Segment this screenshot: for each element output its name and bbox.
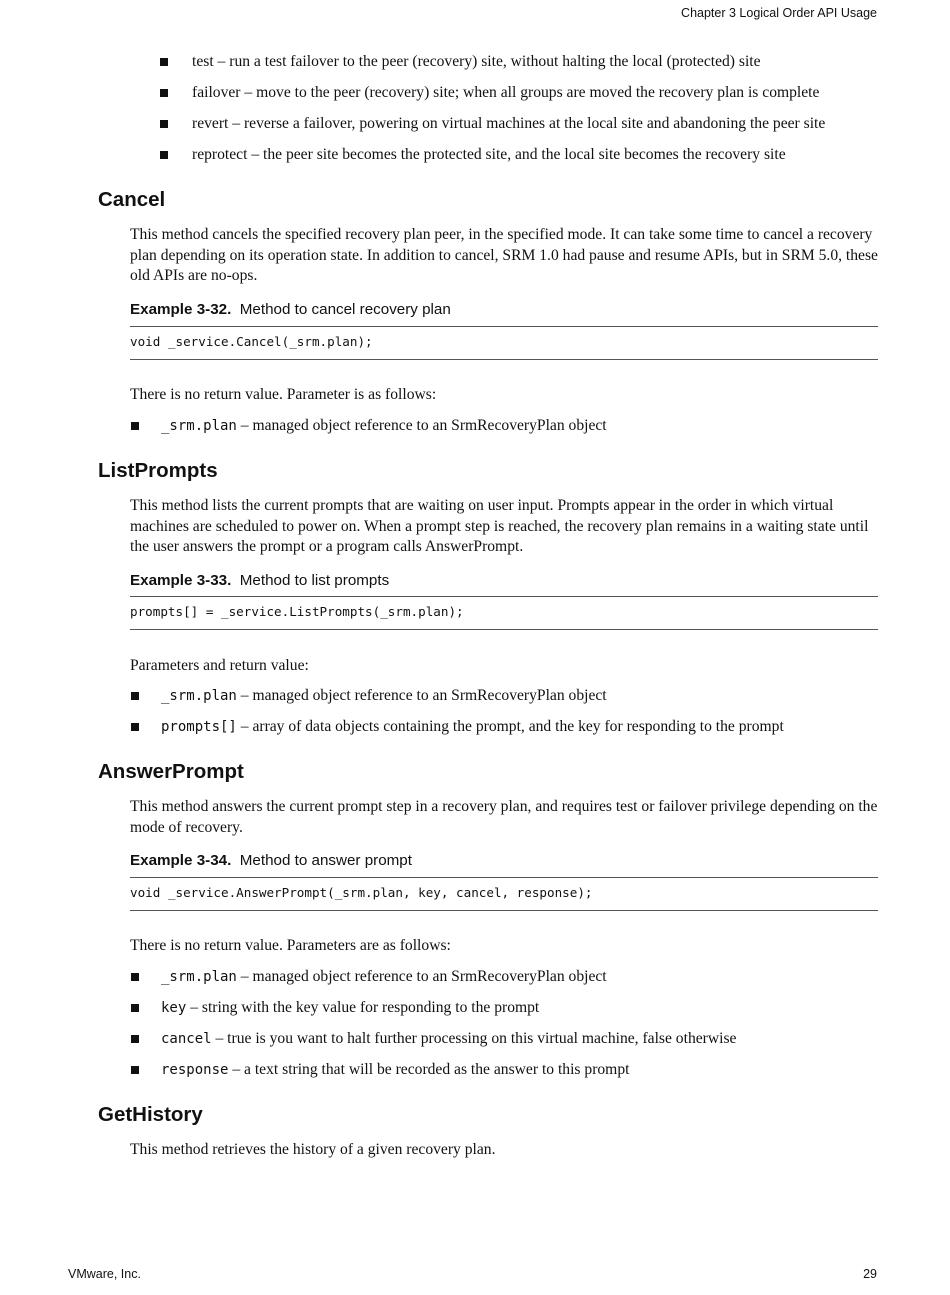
- bullet-square-icon: [131, 692, 139, 700]
- section-heading-gethistory: GetHistory: [98, 1103, 203, 1126]
- param-list-cancel: [161, 416, 881, 447]
- param-item: key – string with the key value for responding to the prompt: [161, 998, 881, 1029]
- list-item: failover – move to the peer (recovery) site; when all groups are moved the recovery plan is complete: [192, 83, 912, 114]
- running-head: Chapter 3 Logical Order API Usage: [681, 6, 877, 20]
- section-heading-cancel: Cancel: [98, 188, 166, 211]
- param-list-answerprompt: [161, 967, 881, 1091]
- list-item: reprotect – the peer site becomes the protected site, and the local site becomes the recovery site: [192, 145, 912, 176]
- section-heading-answerprompt: AnswerPrompt: [98, 760, 244, 783]
- footer-page-number: 29: [863, 1267, 877, 1281]
- bullet-square-icon: [160, 120, 168, 128]
- param-item: _srm.plan – managed object reference to an SrmRecoveryPlan object: [161, 686, 881, 717]
- bullet-square-icon: [160, 58, 168, 66]
- param-item: _srm.plan – managed object reference to an SrmRecoveryPlan object: [161, 416, 881, 447]
- bullet-square-icon: [131, 1004, 139, 1012]
- example-title-answerprompt: Example 3-34. Method to answer prompt: [130, 852, 412, 869]
- example-title-cancel: Example 3-32. Method to cancel recovery plan: [130, 301, 451, 318]
- list-item: revert – reverse a failover, powering on virtual machines at the local site and abandoning the peer site: [192, 114, 912, 145]
- bullet-square-icon: [131, 973, 139, 981]
- example-title-listprompts: Example 3-33. Method to list prompts: [130, 572, 390, 589]
- code-block-listprompts: prompts[] = _service.ListPrompts(_srm.plan);: [130, 596, 878, 630]
- param-item: response – a text string that will be recorded as the answer to this prompt: [161, 1060, 881, 1091]
- params-intro-listprompts: Parameters and return value:: [130, 657, 309, 674]
- listprompts-description: This method lists the current prompts that are waiting on user input. Prompts appear in the order in which virtual machines are scheduled to power on. When a prompt step is reached, the recovery plan remains in a waiting state until the user answers the prompt or a program calls AnswerPrompt.: [130, 497, 869, 556]
- code-block-cancel: void _service.Cancel(_srm.plan);: [130, 326, 878, 360]
- footer-company: VMware, Inc.: [68, 1267, 141, 1281]
- bullet-square-icon: [131, 723, 139, 731]
- bullet-square-icon: [160, 151, 168, 159]
- gethistory-description: This method retrieves the history of a given recovery plan.: [130, 1141, 496, 1158]
- bullet-square-icon: [160, 89, 168, 97]
- params-intro-cancel: There is no return value. Parameter is as follows:: [130, 386, 437, 403]
- params-intro-answerprompt: There is no return value. Parameters are as follows:: [130, 937, 451, 954]
- list-item: test – run a test failover to the peer (recovery) site, without halting the local (protected) site: [192, 52, 912, 83]
- answerprompt-description: This method answers the current prompt step in a recovery plan, and requires test or failover privilege depending on the mode of recovery.: [130, 798, 878, 836]
- param-item: cancel – true is you want to halt further processing on this virtual machine, false otherwise: [161, 1029, 881, 1060]
- param-item: prompts[] – array of data objects containing the prompt, and the key for responding to the prompt: [161, 717, 881, 748]
- section-heading-listprompts: ListPrompts: [98, 459, 218, 482]
- param-item: _srm.plan – managed object reference to an SrmRecoveryPlan object: [161, 967, 881, 998]
- bullet-square-icon: [131, 422, 139, 430]
- mode-list: [192, 52, 912, 176]
- bullet-square-icon: [131, 1066, 139, 1074]
- code-block-answerprompt: void _service.AnswerPrompt(_srm.plan, key, cancel, response);: [130, 877, 878, 911]
- bullet-square-icon: [131, 1035, 139, 1043]
- param-list-listprompts: [161, 686, 881, 748]
- cancel-description: This method cancels the specified recovery plan peer, in the specified mode. It can take some time to cancel a recovery plan depending on its operation state. In addition to cancel, SRM 1.0 had pause and resume APIs, but in SRM 5.0, these old APIs are no-ops.: [130, 226, 878, 285]
